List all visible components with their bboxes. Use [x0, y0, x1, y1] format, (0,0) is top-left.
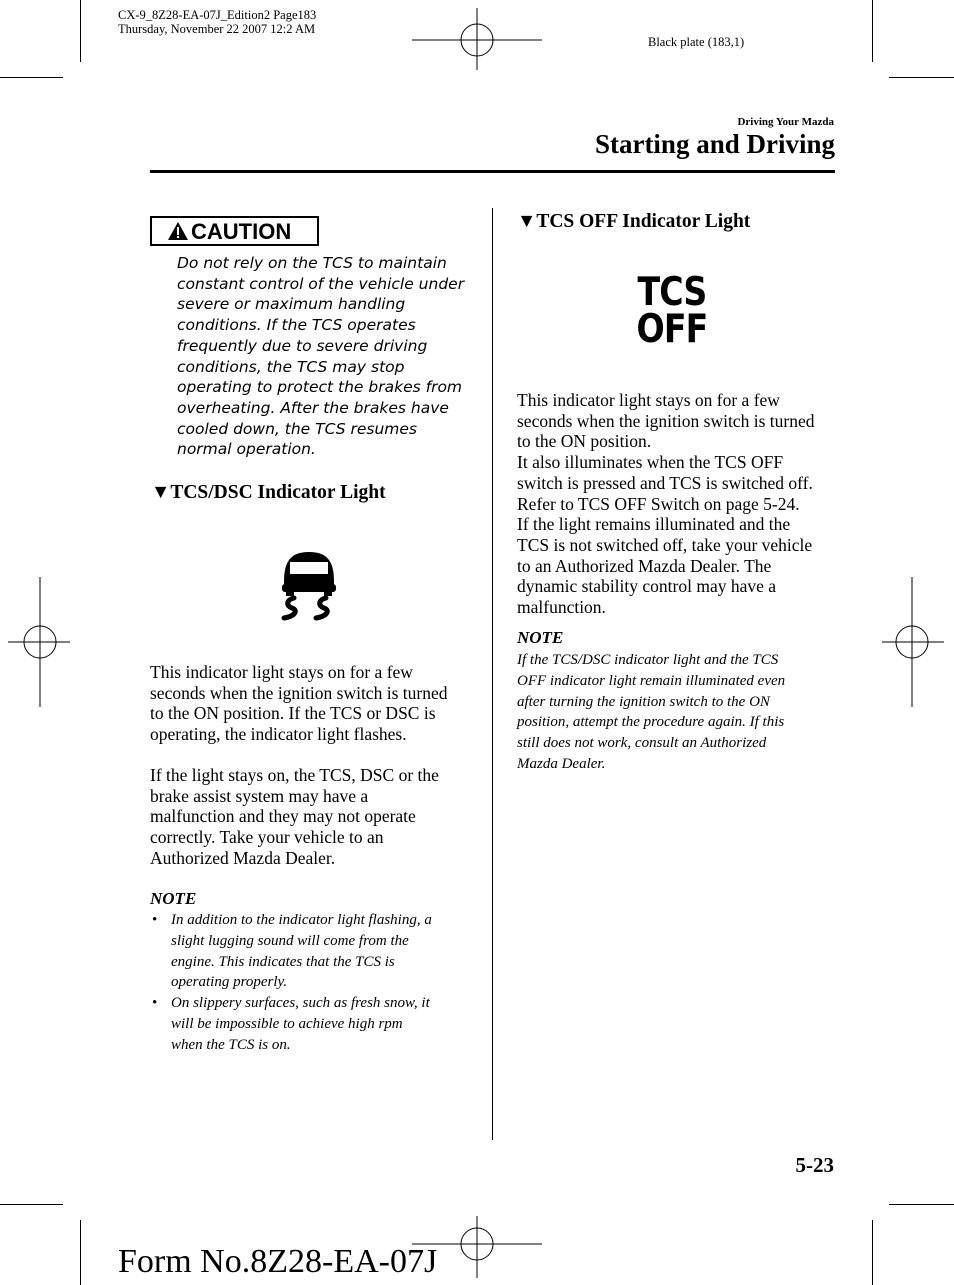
caution-box	[150, 216, 319, 246]
registration-mark-top	[412, 8, 542, 70]
paragraph-line: If the light stays on, the TCS, DSC or the	[150, 765, 439, 785]
paragraph-line: brake assist system may have a	[150, 785, 369, 806]
paragraph-line: TCS is not switched off, take your vehicle	[517, 534, 813, 555]
right-note-heading: NOTE	[517, 628, 564, 647]
warning-icon	[167, 221, 189, 241]
paragraph-line: malfunction.	[517, 597, 606, 618]
paragraph-line: correctly. Take your vehicle to an	[150, 827, 384, 848]
print-info	[118, 8, 316, 36]
section-title: Starting and Driving	[594, 129, 835, 159]
caution-line: operating to protect the brakes from	[177, 378, 463, 397]
caution-line: cooled down, the TCS resumes	[177, 419, 418, 438]
left-note-heading: NOTE	[150, 889, 197, 908]
note-line: when the TCS is on.	[171, 1036, 291, 1053]
tcs-dsc-paragraph-2	[150, 765, 439, 869]
paragraph-line: seconds when the ignition switch is turned	[150, 682, 448, 703]
note-line: OFF indicator light remain illuminated even	[517, 672, 786, 689]
skidding-car-icon	[276, 548, 342, 622]
tcs-off-indicator-icon	[630, 270, 715, 352]
caution-line: conditions. If the TCS operates	[177, 316, 416, 335]
caution-line: normal operation.	[177, 440, 316, 459]
right-note-text	[517, 650, 837, 775]
print-info-date: Thursday, November 22 2007 12:2 AM	[118, 22, 316, 36]
caution-line: severe or maximum handling	[177, 295, 406, 314]
note-line: after turning the ignition switch to the ON	[517, 693, 770, 710]
heading-text: TCS/DSC Indicator Light	[170, 482, 386, 503]
paragraph-line: Refer to TCS OFF Switch on page 5-24.	[517, 493, 800, 514]
caution-text	[177, 253, 477, 460]
paragraph-line: malfunction and they may not operate	[150, 806, 416, 827]
heading-marker: ▼	[517, 211, 537, 232]
note-line: still does not work, consult an Authorized	[517, 735, 767, 752]
paragraph-line: dynamic stability control may have a	[517, 576, 777, 597]
paragraph-line: switch is pressed and TCS is switched off.	[517, 472, 813, 493]
registration-mark-left	[8, 577, 70, 707]
paragraph-line: seconds when the ignition switch is turned	[517, 410, 815, 431]
paragraph-line: It also illuminates when the TCS OFF	[517, 452, 784, 473]
note-line: slight lugging sound will come from the	[171, 932, 409, 949]
print-info-plate: Black plate (183,1)	[648, 35, 745, 49]
caution-line: overheating. After the brakes have	[177, 398, 449, 417]
heading-marker: ▼	[151, 482, 171, 503]
note-bullet-item	[150, 910, 470, 993]
caution-line: constant control of the vehicle under	[177, 274, 465, 293]
left-note-list	[150, 910, 470, 1056]
caution-line: Do not rely on the TCS to maintain	[177, 254, 447, 272]
paragraph-line: operating, the indicator light flashes.	[150, 724, 407, 745]
paragraph-line: to the ON position.	[517, 431, 652, 452]
column-divider	[492, 208, 493, 1140]
paragraph-line: This indicator light stays on for a few	[150, 662, 413, 682]
note-line: will be impossible to achieve high rpm	[171, 1015, 403, 1032]
tcs-dsc-heading	[151, 482, 386, 504]
paragraph-line: This indicator light stays on for a few	[517, 390, 780, 410]
note-line: engine. This indicates that the TCS is	[171, 953, 395, 970]
heading-text: TCS OFF Indicator Light	[536, 211, 751, 232]
bullet: •	[152, 912, 158, 928]
note-bullet-item	[150, 993, 470, 1055]
tcs-off-icon-line-2: OFF	[636, 307, 708, 352]
note-line: In addition to the indicator light flashing, a	[171, 912, 432, 928]
note-line: Mazda Dealer.	[517, 755, 606, 772]
header-rule	[150, 170, 835, 173]
paragraph-line: to the ON position. If the TCS or DSC is	[150, 703, 436, 724]
form-number: Form No.8Z28-EA-07J	[118, 1243, 438, 1280]
page-number: 5-23	[795, 1153, 834, 1177]
tcs-off-heading	[517, 211, 750, 233]
note-line: If the TCS/DSC indicator light and the TCS	[517, 652, 779, 668]
note-line: operating properly.	[171, 974, 288, 991]
print-info-file: CX-9_8Z28-EA-07J_Edition2 Page183	[118, 8, 317, 22]
tcs-off-paragraph	[517, 390, 814, 618]
note-line: position, attempt the procedure again. If this	[517, 714, 785, 731]
registration-mark-right	[882, 577, 944, 707]
bullet: •	[152, 995, 158, 1012]
caution-label: CAUTION	[191, 219, 292, 244]
note-line: On slippery surfaces, such as fresh snow, it	[171, 995, 430, 1012]
tcs-off-icon-line-1: TCS	[637, 270, 707, 315]
caution-line: frequently due to severe driving	[177, 336, 428, 355]
caution-line: conditions, the TCS may stop	[177, 357, 405, 376]
paragraph-line: If the light remains illuminated and the	[517, 514, 791, 535]
tcs-dsc-paragraph-1	[150, 662, 447, 745]
paragraph-line: to an Authorized Mazda Dealer. The	[517, 555, 772, 576]
paragraph-line: Authorized Mazda Dealer.	[150, 847, 336, 868]
chapter-title: Driving Your Mazda	[737, 116, 834, 128]
